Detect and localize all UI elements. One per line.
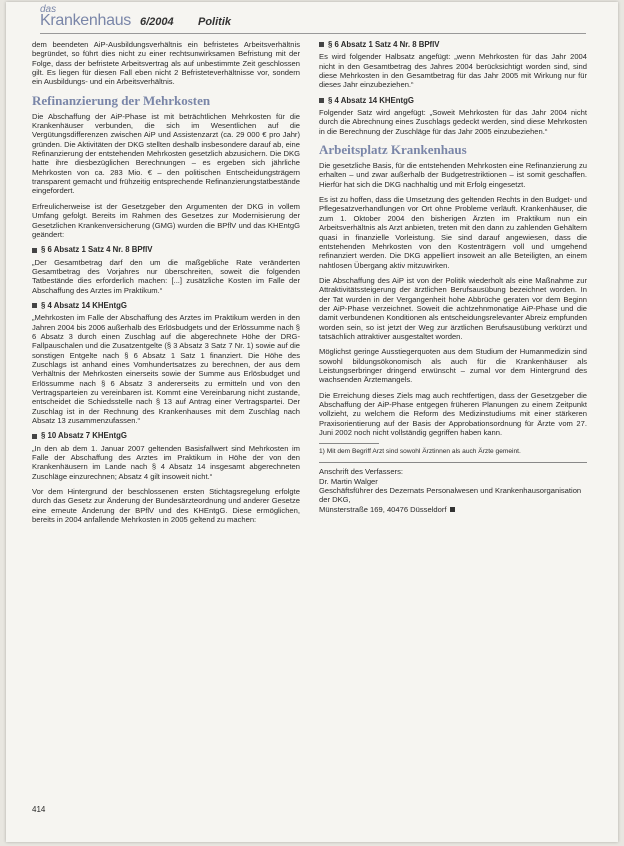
brand-prefix: das bbox=[40, 4, 57, 15]
author-address-block bbox=[319, 467, 587, 514]
paragraph: Es ist zu hoffen, dass die Umsetzung des geltenden Rechts in den Budget- und Pflegesatzverhandlungen vor Ort ohne Probleme verläuft. Krankenhäuser, die zum 1. Oktober 2004 den bisherigen Ärzten im Praktikum nun ein Arbeitsverhältnis als Arzt anbieten, treten mit den dann zu zahlenden Gehältern quasi in finanzielle Vorleistung. Sie sind darauf angewiesen, dass die entstehenden Mehrkosten von den Kostenträgern voll und umgehend refinanziert werden. Die DKG appelliert insoweit an alle Beteiligten, an einem nahtlosen Übergang aktiv mitzuwirken. bbox=[319, 195, 587, 270]
author-address: Münsterstraße 169, 40476 Düsseldorf bbox=[319, 504, 447, 514]
paragraph: Die Erreichung dieses Ziels mag auch rechtfertigen, dass der Gesetzgeber die Abschaffung der AiP-Phase entgegen früheren Planungen zu einem Zeitpunkt vollzieht, zu welchem die Reform des Medizinstudiums mit einer stärkeren Praxisorientierung auf der Basis der Approbationsordnung für Ärzte vom 27. Juni 2002 noch nicht vollständig gegriffen haben kann. bbox=[319, 390, 587, 438]
law-title: § 4 Absatz 14 KHEntgG bbox=[328, 95, 414, 105]
bullet-square-icon bbox=[32, 303, 37, 308]
bullet-square-icon bbox=[32, 248, 37, 253]
law-quote: Folgender Satz wird angefügt: „Soweit Mehrkosten für das Jahr 2004 nicht durch die Abrechnung eines Zuschlags gedeckt werden, sind diese Mehrkosten in die Berechnung der Zuschläge für das Jahr 2005 einzubeziehen.“ bbox=[319, 108, 587, 136]
author-role: Geschäftsführer des Dezernats Personalwesen und Krankenhausorganisation der DKG, bbox=[319, 486, 582, 505]
footnote-rule bbox=[319, 443, 379, 444]
law-heading bbox=[319, 96, 587, 105]
law-title: § 6 Absatz 1 Satz 4 Nr. 8 BPflV bbox=[328, 40, 440, 49]
law-quote: „In den ab dem 1. Januar 2007 geltenden Basisfallwert sind Mehrkosten im Falle der Abschaffung des Arztes im Praktikum in Höhe der von den Krankenhäusern im Lande nach § 4 Absatz 14 insgesamt abgerechneten Zuschläge einzurechnen; Absatz 4 gilt insoweit nicht.“ bbox=[32, 443, 300, 481]
page-number: 414 bbox=[32, 805, 46, 814]
law-quote: „Der Gesamtbetrag darf den um die maßgebliche Rate veränderten Gesamtbetrag des Vorjahres nur überschreiten, soweit die folgenden Tatbestände dies erforderlich machen: [...] zusätzliche Kosten im Falle der Abschaffung des Arztes im Praktikum.“ bbox=[32, 257, 300, 295]
right-column bbox=[319, 40, 587, 514]
law-heading bbox=[32, 431, 300, 440]
document-page bbox=[6, 2, 618, 842]
header-rule bbox=[40, 33, 586, 34]
author-address-line bbox=[319, 505, 587, 514]
section-name: Politik bbox=[198, 16, 232, 28]
section-heading-arbeitsplatz: Arbeitsplatz Krankenhaus bbox=[319, 142, 467, 158]
paragraph: Möglichst geringe Ausstiegerquoten aus dem Studium der Humanmedizin sind sowohl bildungsökonomisch als auch für die Krankenhäuser als Leistungserbringer dringend erwünscht – zumal vor dem Hintergrund des wachsenden Ärztemangels. bbox=[319, 347, 587, 385]
law-title: § 10 Absatz 7 KHEntgG bbox=[41, 431, 127, 441]
bullet-square-icon bbox=[319, 42, 324, 47]
issue-number: 6/2004 bbox=[140, 16, 174, 28]
law-quote: Es wird folgender Halbsatz angefügt: „wenn Mehrkosten für das Jahr 2004 nicht in den Gesamtbetrag des Jahres 2004 berücksichtigt worden sind, sind diese Mehrkosten in den Gesamtbetrag für das Jahr 2005 mit Wirkung nur für dieses Jahr einzubeziehen.“ bbox=[319, 52, 587, 90]
bullet-square-icon bbox=[32, 434, 37, 439]
law-title: § 4 Absatz 14 KHEntgG bbox=[41, 300, 127, 310]
law-heading bbox=[32, 301, 300, 310]
intro-paragraph: dem beendeten AiP-Ausbildungsverhältnis ein befristetes Arbeitsverhältnis begründet, so führt dies nicht zu einer rechtsunwirksamen Befristung mit der Folge, dass der befristete Arbeitsvertrag als auf unbestimmte Zeit geschlossen gilt. Es liegen für diesen Fall eben nicht 2 Befristeteverhältnisse vor, sondern ein Ausbildungs- und ein Arbeitsverhältnis. bbox=[32, 40, 300, 87]
footnote: 1) Mit dem Begriff Arzt sind sowohl Ärztinnen als auch Ärzte gemeint. bbox=[319, 448, 521, 456]
law-title: § 6 Absatz 1 Satz 4 Nr. 8 BPflV bbox=[41, 245, 153, 255]
end-mark-icon bbox=[450, 507, 455, 512]
section-heading-refinanzierung: Refinanzierung der Mehrkosten bbox=[32, 92, 211, 108]
paragraph: Vor dem Hintergrund der beschlossenen ersten Stichtagsregelung erfolgte durch das Gesetz zur Änderung der Bundesärzteordnung und anderer Gesetze eine erneute Änderung der BPflV und des KHEntgG. Diese ermöglichen, bereits in 2004 anfallende Mehrkosten in 2005 geltend zu machen: bbox=[32, 487, 300, 525]
paragraph: Die Abschaffung der AiP-Phase ist mit beträchtlichen Mehrkosten für die Krankenhäuser verbunden, die sich im Wesentlichen auf die Vergütungsdifferenzen zwischen AiP und Assistenzarzt (ca. 29 000 € pro Jahr) gründen. Die Aktivitäten der DKG stellten deshalb insbesondere darauf ab, eine Refinanzierung der entstehenden Mehrkosten gesetzlich abzusichern. Die DKG hatte ihre diesbezüglichen Berechnungen – es ergeben sich jährliche Mehrkosten von ca. 283 Mio. € – den politischen Entscheidungsträgern transparent gemacht und frühzeitig entsprechende Refinanzierungstatbestände eingefordert. bbox=[32, 111, 300, 196]
brand-logo: Krankenhaus bbox=[40, 12, 131, 29]
bullet-square-icon bbox=[319, 98, 324, 103]
law-quote: „Mehrkosten im Falle der Abschaffung des Arztes im Praktikum werden in den Jahren 2004 bis 2006 außerhalb des Erlösbudgets und der Erlössumme nach § 6 Absatz 3 durch einen Zuschlag auf die abgerechnete Höhe der DRG-Fallpauschalen und die Zusatzentgelte (§ 3 Absatz 3 Satz 7 Nr. 1) sowie auf die sonstigen Entgelte nach § 6 Absatz 1 Satz 1 finanziert. Die Höhe des Zuschlags ist anhand eines Vomhundertsatzes zu berechnen, der aus dem Verhältnis der Mehrkosten einerseits sowie der Summe aus Erlösbudget und Erlössumme nach § 6 Absatz 3 andererseits zu ermitteln und von den Vertragsparteien zu vereinbaren ist. Kommt eine Vereinbarung nicht zustande, entscheidet die Schiedsstelle nach § 13 auf Antrag einer Vertragspartei. Der Zuschlag ist in der Rechnung des Krankenhauses mit dem Zuschlag nach Absatz 13 zusammenzufassen.“ bbox=[32, 313, 300, 426]
paragraph: Die gesetzliche Basis, für die entstehenden Mehrkosten eine Refinanzierung zu erhalten – und zwar außerhalb der Budgetrestriktionen – ist somit geschaffen. Hierfür hat sich die DKG nachhaltig und mit Erfolg eingesetzt. bbox=[319, 161, 587, 189]
page-header bbox=[40, 4, 600, 34]
author-rule bbox=[319, 462, 587, 463]
paragraph: Erfreulicherweise ist der Gesetzgeber den Argumenten der DKG in vollem Umfang gefolgt. Bereits im Rahmen des Gesetzes zur Modernisierung der Gesetzlichen Krankenversicherung (GMG) wurden die BPflV und das KHEntgG geändert: bbox=[32, 201, 300, 239]
paragraph: Die Abschaffung des AiP ist von der Politik wiederholt als eine Maßnahme zur Attraktivitätssteigerung der ärztlichen Berufsausübung bezeichnet worden. In der Tat wurden in der Vergangenheit hohe Abbrüche geraten vor dem Beginn der AiP-Phase verzeichnet. Soweit die achtzehnmonatige AiP-Phase und die damit verbundenen Konditionen als entscheidungsrelevanter Abreiz empfunden worden sein, so ist jetzt der Weg zur ärztlichen Berufsausübung verkürzt und tatsächlich attraktiver ausgestaltet worden. bbox=[319, 275, 587, 341]
author-name: Dr. Martin Walger bbox=[319, 476, 378, 486]
author-label: Anschrift des Verfassers: bbox=[319, 467, 403, 477]
law-heading bbox=[32, 245, 300, 254]
law-heading bbox=[319, 40, 587, 49]
left-column bbox=[32, 40, 300, 530]
